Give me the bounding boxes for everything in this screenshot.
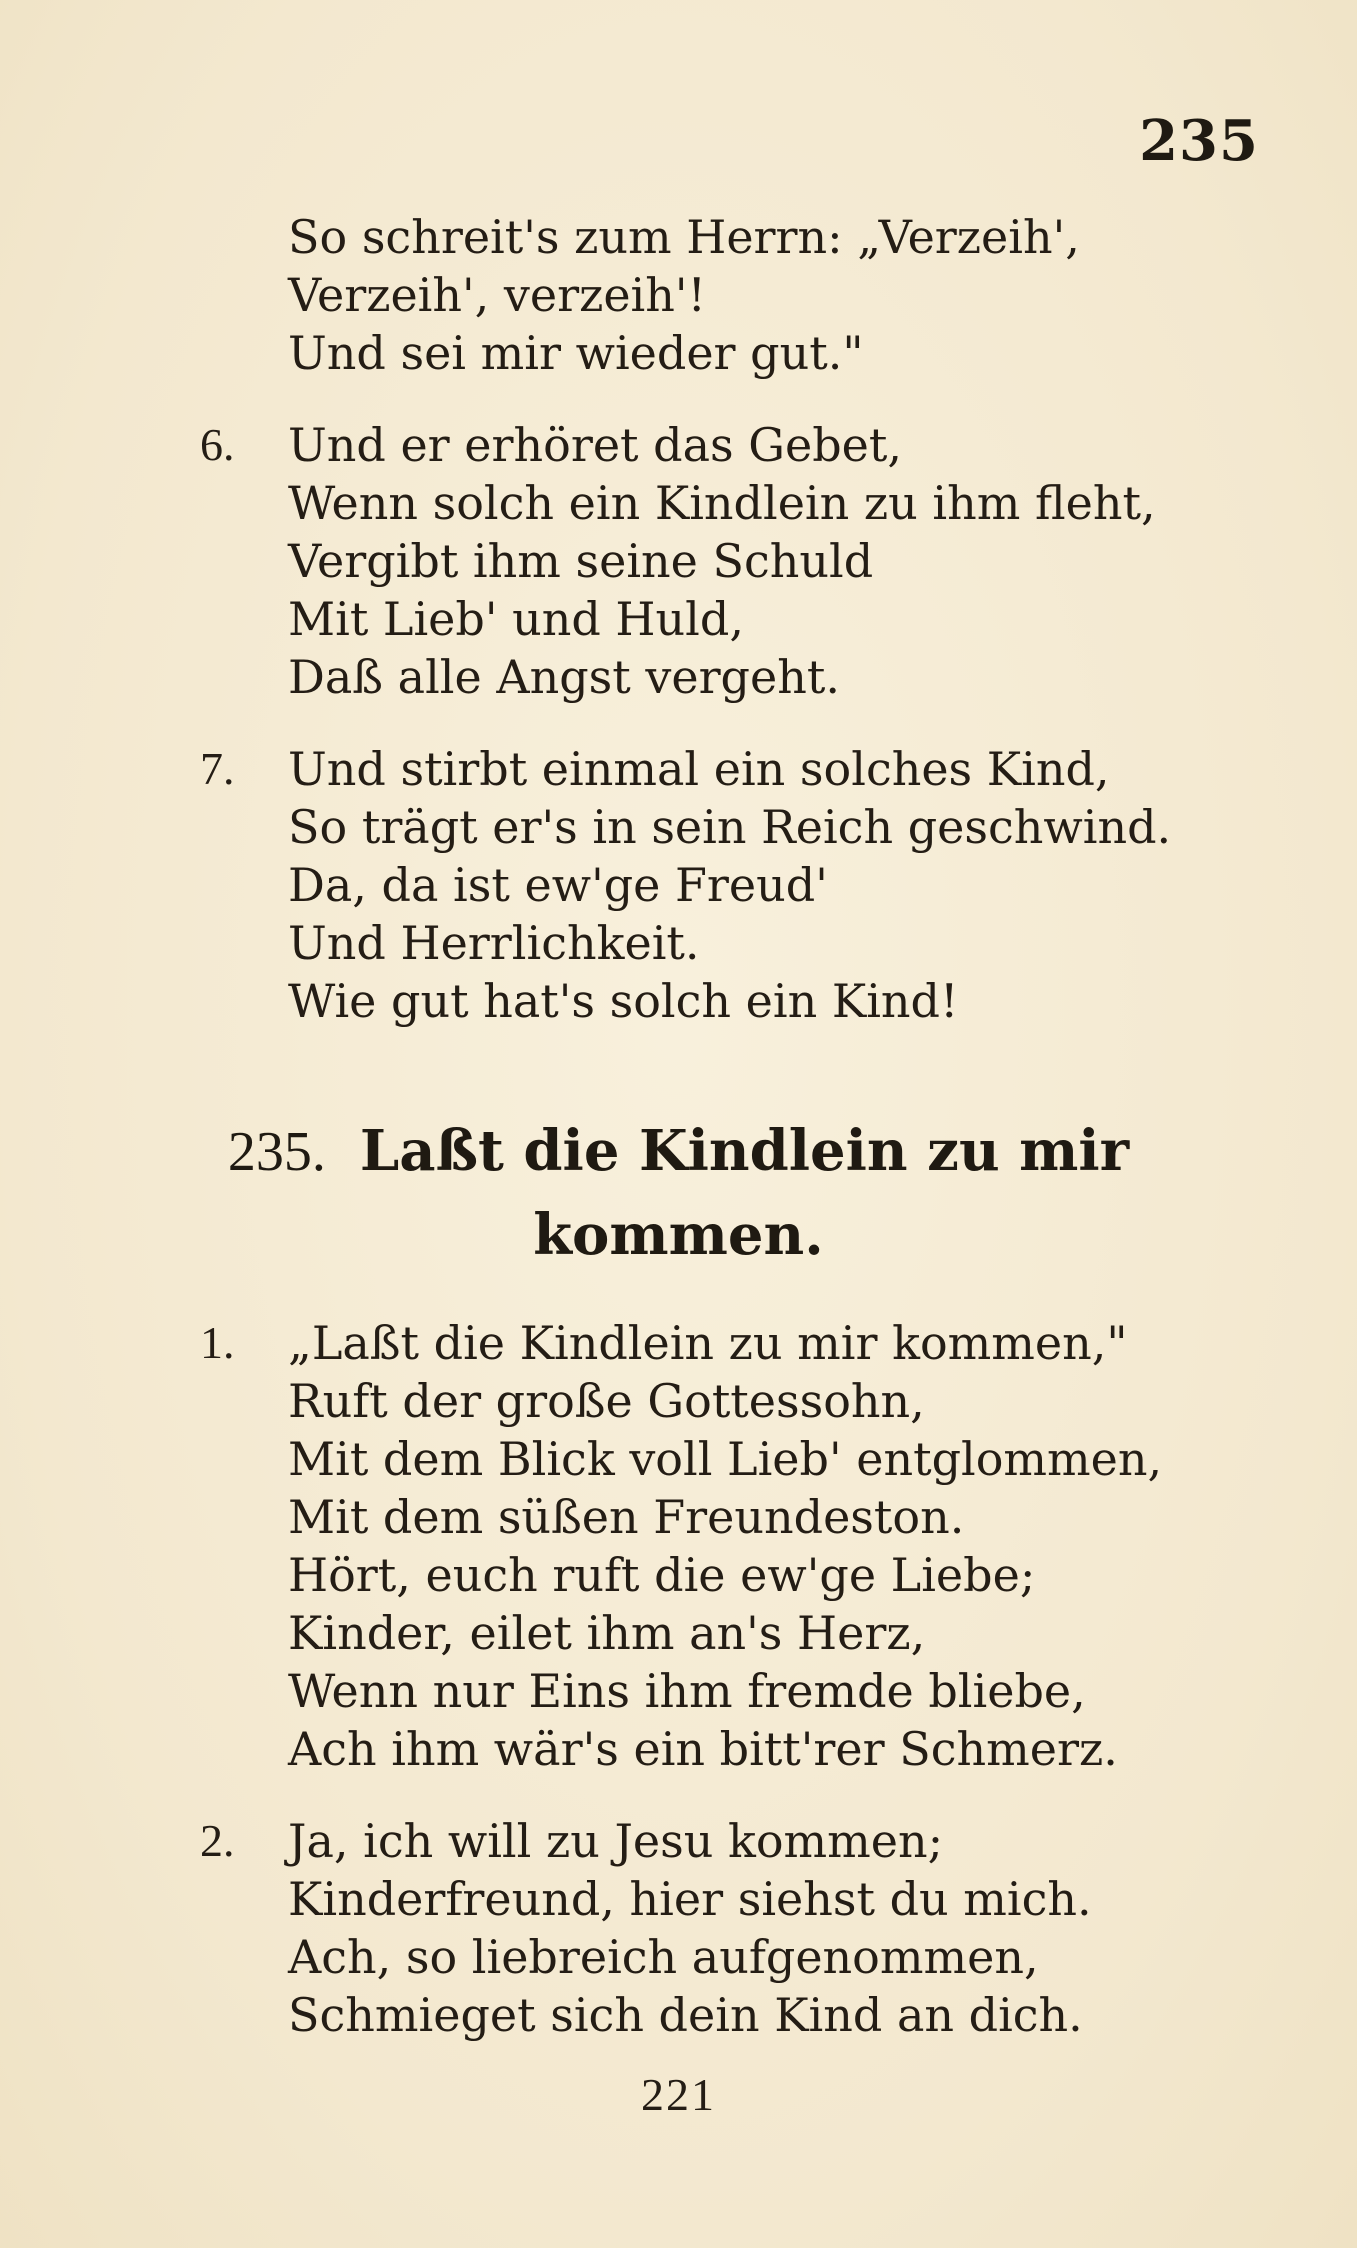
verse-line: Hört, euch ruft die ew'ge Liebe; — [288, 1548, 1036, 1602]
verse-line: Vergibt ihm seine Schuld — [288, 534, 874, 588]
verse-line: Kinder, eilet ihm an's Herz, — [288, 1606, 926, 1660]
verse-line: Schmieget sich dein Kind an dich. — [288, 1988, 1083, 2042]
verse-line: Und Herrlichkeit. — [288, 916, 700, 970]
hymn-title — [0, 1116, 1357, 1187]
verse-number: 6. — [200, 419, 235, 470]
verse-line: So schreit's zum Herrn: „Verzeih', — [288, 210, 1080, 264]
verse-line: Daß alle Angst vergeht. — [288, 650, 840, 704]
verse-line: Und stirbt einmal ein solches Kind, — [288, 742, 1110, 796]
verse-number: 2. — [200, 1815, 235, 1866]
verse-line: Wenn solch ein Kindlein zu ihm fleht, — [288, 476, 1156, 530]
verse-line: Da, da ist ew'ge Freud' — [288, 858, 828, 912]
verse-line: Ach, so liebreich aufgenommen, — [288, 1930, 1039, 1984]
verse-line: Mit dem süßen Freundeston. — [288, 1490, 965, 1544]
verse-line: Ach ihm wär's ein bitt'rer Schmerz. — [288, 1722, 1118, 1776]
running-head-hymn-number: 235 — [1139, 108, 1259, 174]
verse-line: Und sei mir wieder gut." — [288, 326, 864, 380]
verse-line: Ja, ich will zu Jesu kommen; — [288, 1814, 944, 1868]
hymn-title-continued — [0, 1200, 1357, 1271]
verse-number: 1. — [200, 1317, 235, 1368]
verse-line: Kinderfreund, hier siehst du mich. — [288, 1872, 1092, 1926]
hymn-title-line2: kommen. — [533, 1202, 824, 1268]
verse-line: Mit dem Blick voll Lieb' entglommen, — [288, 1432, 1163, 1486]
verse-line: So trägt er's in sein Reich geschwind. — [288, 800, 1172, 854]
verse-number: 7. — [200, 743, 235, 794]
verse-line: Wenn nur Eins ihm fremde bliebe, — [288, 1664, 1086, 1718]
verse-line: Mit Lieb' und Huld, — [288, 592, 744, 646]
hymn-title-line1: Laßt die Kindlein zu mir — [359, 1118, 1130, 1184]
verse-line: Wie gut hat's solch ein Kind! — [288, 974, 959, 1028]
verse-line: Und er erhöret das Gebet, — [288, 418, 902, 472]
hymn-title-number: 235. — [227, 1121, 326, 1183]
verse-line: „Laßt die Kindlein zu mir kommen," — [288, 1316, 1128, 1370]
verse-line: Ruft der große Gottessohn, — [288, 1374, 925, 1428]
page-number: 221 — [641, 2069, 716, 2120]
verse-line: Verzeih', verzeih'! — [288, 268, 707, 322]
